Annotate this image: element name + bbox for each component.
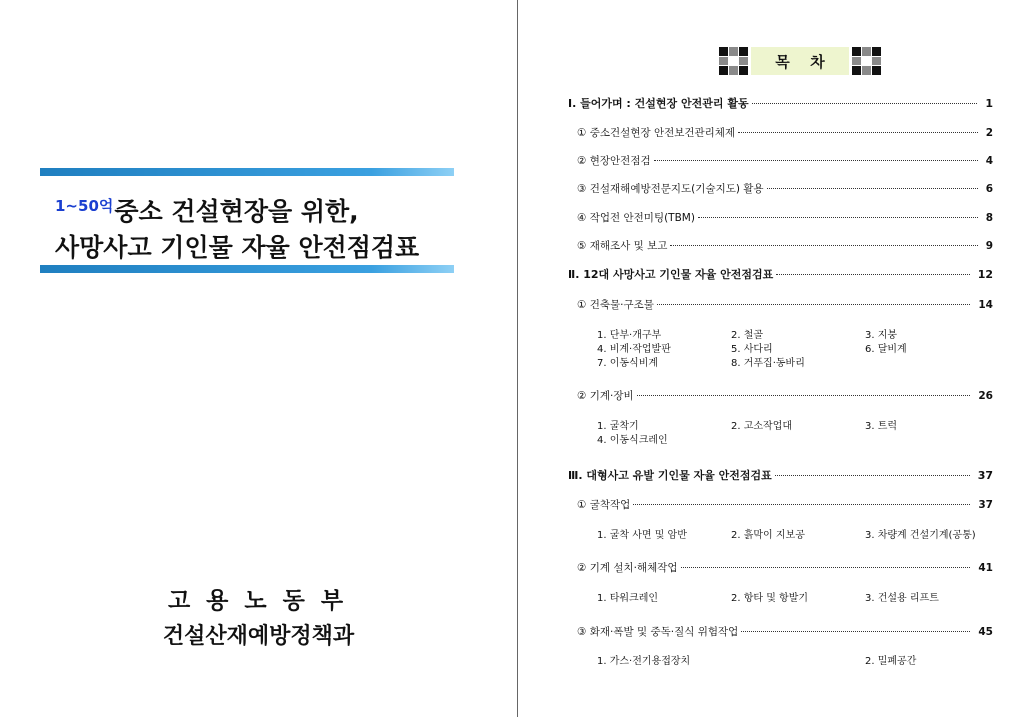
toc-item: 1. 가스·전기용접장치 [597,656,691,667]
toc-section-2[interactable]: Ⅱ. 12대 사망사고 기인물 자율 안전점검표 12 [568,268,993,281]
toc-item: 6. 달비계 [865,344,907,355]
toc-item: 1. 단부·개구부 [597,330,662,341]
toc-item: 2. 흙막이 지보공 [731,530,805,541]
toc-sub-item[interactable]: ④ 작업전 안전미팅(TBM) 8 [577,212,993,224]
toc-decoration-left-icon [719,47,748,75]
toc-sub-item[interactable]: ① 건축물·구조물 14 [577,299,993,311]
toc-item: 2. 고소작업대 [731,421,793,432]
toc-item-grid-machines [597,420,1017,448]
cover-title [55,188,455,266]
toc-item: 3. 지붕 [865,330,898,341]
toc-header [719,47,881,75]
toc-item: 4. 이동식크레인 [597,435,668,446]
toc-sub-item[interactable]: ① 굴착작업 37 [577,499,993,511]
toc-item: 2. 철골 [731,330,764,341]
toc-title: 목 차 [751,47,849,75]
toc-section-1[interactable]: Ⅰ. 들어가며 : 건설현장 안전관리 활동 1 [568,97,993,110]
cover-top-bar [40,168,454,176]
toc-item [865,434,999,448]
toc-item: 1. 타워크레인 [597,593,659,604]
toc-item: 3. 차량계 건설기계(공통) [865,530,976,541]
toc-sub-item[interactable]: ② 기계·장비 26 [577,390,993,402]
toc-item: 3. 건설용 리프트 [865,593,939,604]
cover-title-prefix: 1~50억 [55,197,114,215]
toc-item [731,655,865,669]
toc-item: 3. 트럭 [865,421,898,432]
toc-sub-item[interactable]: ② 현장안전점검 4 [577,155,993,167]
toc-item-grid-installation [597,592,1017,606]
toc-item: 7. 이동식비계 [597,358,659,369]
toc-sub-item[interactable]: ① 중소건설현장 안전보건관리체제 2 [577,127,993,139]
toc-sub-item[interactable]: ⑤ 재해조사 및 보고 9 [577,240,993,252]
toc-item: 2. 항타 및 항발기 [731,593,809,604]
toc-item: 8. 거푸집·동바리 [731,358,805,369]
toc-sub-item[interactable]: ③ 건설재해예방전문지도(기술지도) 활용 6 [577,183,993,195]
toc-item: 2. 밀폐공간 [865,656,917,667]
cover-title-line1: $^{1\sim 50억}$중소 건설현장을 위한, [55,197,359,226]
toc-item: 1. 굴착 사면 및 암반 [597,530,687,541]
toc-item-grid-excavation [597,529,1017,543]
toc-item [731,434,865,448]
cover-title-line2: 사망사고 기인물 자율 안전점검표 [55,233,420,262]
toc-section-3[interactable]: Ⅲ. 대형사고 유발 기인물 자율 안전점검표 37 [568,469,993,482]
cover-ministry: 고용노동부 [167,588,360,614]
cover-bottom-bar [40,265,454,273]
toc-sub-item[interactable]: ③ 화재·폭발 및 중독·질식 위험작업 45 [577,626,993,638]
page-divider [517,0,518,717]
toc-item-grid-fire [597,655,1017,669]
cover-department: 건설산재예방정책과 [162,624,355,649]
toc-item: 5. 사다리 [731,344,773,355]
toc-item: 4. 비계·작업발판 [597,344,671,355]
toc-sub-item[interactable]: ② 기계 설치·해체작업 41 [577,562,993,574]
toc-item [865,357,999,371]
toc-item-grid-structures [597,329,1017,371]
toc-item: 1. 굴착기 [597,421,639,432]
toc-decoration-right-icon [852,47,881,75]
